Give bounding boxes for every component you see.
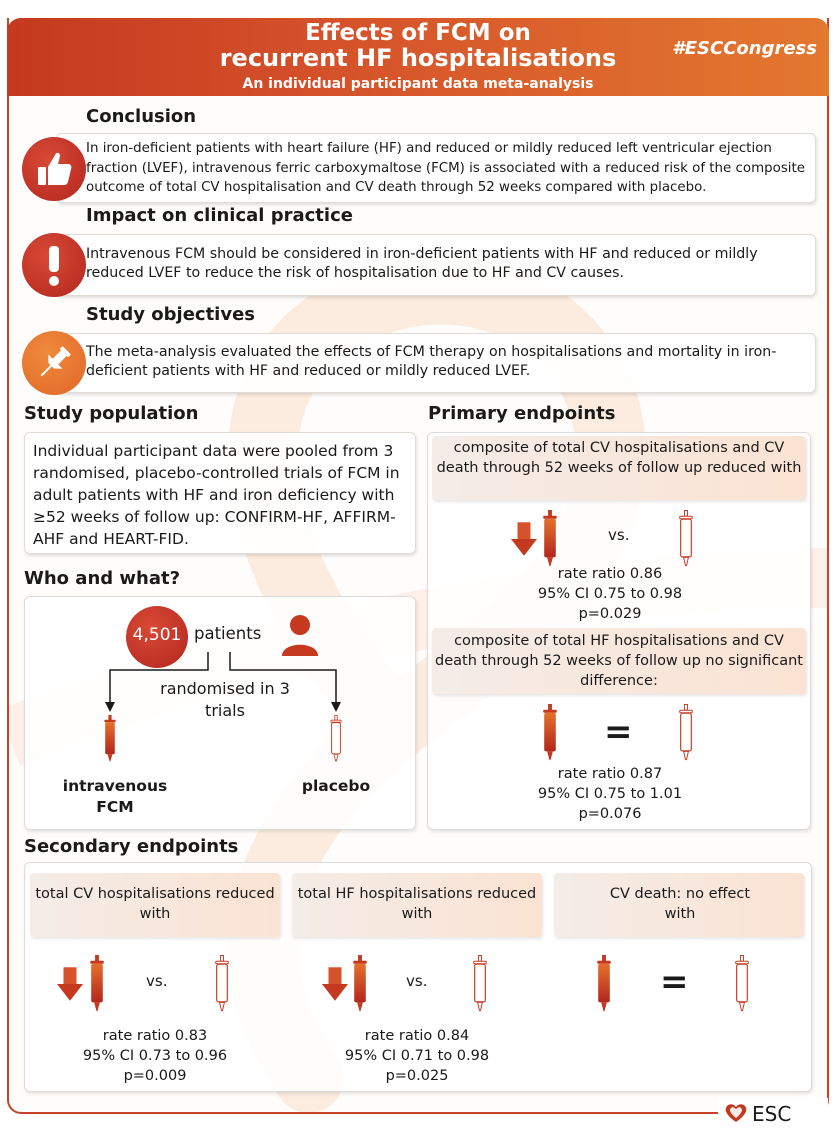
hashtag: #ESCCongress [672, 38, 817, 59]
header-banner [7, 18, 829, 96]
placebo-syringe-icon [732, 955, 752, 1013]
title-line-2: recurrent HF hospitalisations [219, 44, 617, 72]
fcm-syringe-icon [102, 714, 118, 764]
fcm-syringe-icon [350, 955, 370, 1013]
subtitle: An individual participant data meta-analysis [242, 76, 594, 92]
patients-label: patients [194, 624, 262, 643]
secondary-ep1-rate: rate ratio 0.83 [102, 1028, 208, 1044]
vs-label: vs. [146, 972, 168, 990]
primary-ep1-p: p=0.029 [578, 606, 642, 622]
decrease-arrow-icon [322, 967, 348, 1001]
vs-label: vs. [406, 972, 428, 990]
placebo-syringe-icon [676, 510, 696, 568]
secondary-ep2-text: total HF hospitalisations reduced with [297, 886, 537, 922]
conclusion-title: Conclusion [86, 106, 197, 127]
primary-title: Primary endpoints [428, 403, 616, 424]
primary-ep2-p: p=0.076 [578, 806, 642, 822]
thumbs-up-icon [22, 137, 86, 201]
primary-ep2-text: composite of total HF hospitalisations and CV death through 52 weeks of follow up no significant difference: [435, 633, 803, 689]
conclusion-text: In iron-deficient patients with heart failure (HF) and reduced or mildly reduced left ventricular ejection fraction (LVEF), intravenous ferric carboxymaltose (FCM) is associated with a reduced risk of the composite outcome of total CV hospitalisation and CV death through 52 weeks compared with placebo. [86, 141, 806, 195]
placebo-syringe-icon [676, 704, 696, 762]
exclamation-icon [22, 233, 86, 297]
secondary-title: Secondary endpoints [24, 836, 239, 857]
placebo-syringe-icon [470, 955, 490, 1013]
fcm-label: intravenous FCM [62, 777, 168, 816]
fcm-syringe-icon [594, 955, 614, 1013]
primary-ep1-rate: rate ratio 0.86 [557, 566, 663, 582]
population-text: Individual participant data were pooled from 3 randomised, placebo-controlled trials of FCM in adult patients with HF and iron deficiency with ≥52 weeks of follow up: CONFIRM-HF, AFFIRM-AHF and HEART-FID. [33, 442, 400, 548]
primary-ep1-text: composite of total CV hospitalisations and CV death through 52 weeks of follow up reduced with [436, 440, 802, 476]
conclusion-box [56, 133, 816, 203]
primary-ep2-ci: 95% CI 0.75 to 1.01 [537, 786, 683, 802]
equals-sign: = [604, 712, 633, 752]
esc-logo [718, 1098, 828, 1128]
population-title: Study population [24, 403, 199, 424]
decrease-arrow-icon [57, 967, 83, 1001]
secondary-ep3-text: CV death: no effect with [609, 886, 751, 922]
heart-icon [724, 1101, 748, 1125]
primary-ep1-ci: 95% CI 0.75 to 0.98 [537, 586, 683, 602]
placebo-label: placebo [301, 777, 371, 795]
patient-count: 4,501 [132, 625, 182, 645]
secondary-ep2-p: p=0.025 [385, 1068, 449, 1084]
fcm-syringe-icon [540, 510, 560, 568]
secondary-ep1-text: total CV hospitalisations reduced with [35, 886, 275, 922]
impact-box [56, 234, 816, 296]
secondary-ep2-rate: rate ratio 0.84 [364, 1028, 470, 1044]
secondary-ep1-ci: 95% CI 0.73 to 0.96 [82, 1048, 228, 1064]
secondary-ep1-p: p=0.009 [123, 1068, 187, 1084]
placebo-syringe-icon [212, 955, 232, 1013]
who-title: Who and what? [24, 568, 181, 589]
randomised-label: randomised in 3 trials [160, 679, 290, 720]
decrease-arrow-icon [511, 522, 537, 556]
vs-label: vs. [608, 526, 630, 544]
primary-ep2-rate: rate ratio 0.87 [557, 766, 663, 782]
pin-icon [22, 331, 86, 395]
fcm-syringe-icon [540, 704, 560, 762]
objectives-text: The meta-analysis evaluated the effects of FCM therapy on hospitalisations and mortality in iron-deficient patients with HF and reduced or mildly reduced LVEF. [86, 344, 777, 379]
esc-logo-text: ESC [752, 1102, 792, 1126]
population-box [24, 432, 416, 554]
fcm-syringe-icon [87, 955, 107, 1013]
equals-sign: = [660, 962, 689, 1002]
placebo-syringe-icon [328, 714, 344, 764]
impact-text: Intravenous FCM should be considered in iron-deficient patients with HF and reduced or mildly reduced LVEF to reduce the risk of hospitalisation due to HF and CV causes. [86, 246, 758, 281]
objectives-box [56, 333, 816, 393]
impact-title: Impact on clinical practice [86, 205, 353, 226]
objectives-title: Study objectives [86, 304, 255, 325]
secondary-ep2-ci: 95% CI 0.71 to 0.98 [344, 1048, 490, 1064]
title-line-1: Effects of FCM on [305, 20, 531, 46]
